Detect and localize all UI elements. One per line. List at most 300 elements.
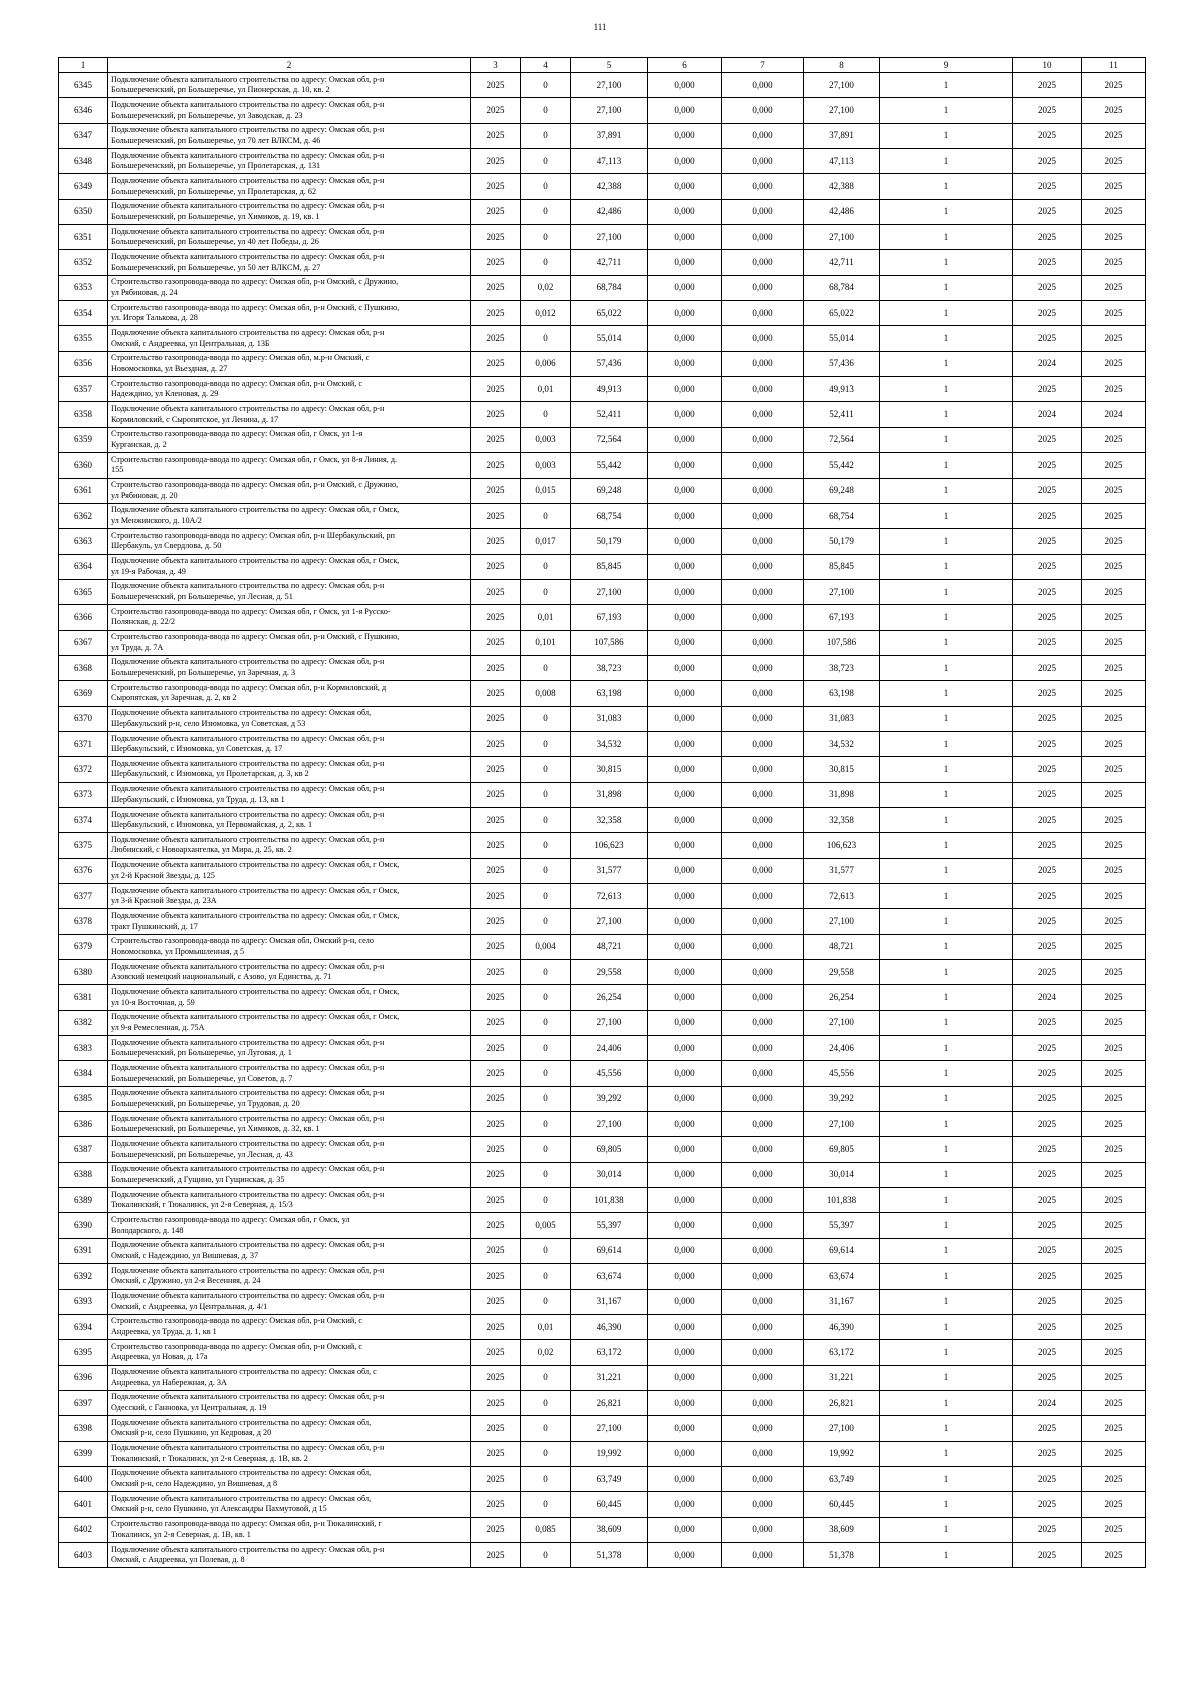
cell-col4: 0,02 xyxy=(521,275,571,300)
cell-col11: 2025 xyxy=(1082,782,1146,807)
cell-col11: 2025 xyxy=(1082,605,1146,630)
cell-col11: 2025 xyxy=(1082,529,1146,554)
cell-col7: 0,000 xyxy=(722,123,804,148)
cell-col3: 2025 xyxy=(471,1213,521,1238)
table-row xyxy=(59,326,1146,351)
cell-col5: 57,436 xyxy=(571,351,648,376)
row-number: 6385 xyxy=(59,1086,108,1111)
row-number: 6360 xyxy=(59,453,108,478)
column-header: 7 xyxy=(722,58,804,73)
cell-col4: 0 xyxy=(521,1137,571,1162)
row-number: 6396 xyxy=(59,1365,108,1390)
cell-col4: 0 xyxy=(521,199,571,224)
cell-col10: 2025 xyxy=(1013,731,1082,756)
cell-col3: 2025 xyxy=(471,73,521,98)
cell-col7: 0,000 xyxy=(722,301,804,326)
cell-col5: 37,891 xyxy=(571,123,648,148)
cell-col8: 42,711 xyxy=(804,250,880,275)
cell-col7: 0,000 xyxy=(722,402,804,427)
object-description: Подключение объекта капитального строительства по адресу: Омская обл, р-н Большереченский, рп Большеречье, ул Химиков, д. 19, кв. 1 xyxy=(108,199,471,224)
cell-col7: 0,000 xyxy=(722,833,804,858)
object-description: Подключение объекта капитального строительства по адресу: Омская обл, Омский р-н, село Надеждино, ул Вишневая, д 8 xyxy=(108,1466,471,1491)
column-header: 8 xyxy=(804,58,880,73)
cell-col7: 0,000 xyxy=(722,706,804,731)
cell-col5: 27,100 xyxy=(571,98,648,123)
object-description: Подключение объекта капитального строительства по адресу: Омская обл, р-н Большереченский, рп Большеречье, ул 70 лет ВЛКСМ, д. 46 xyxy=(108,123,471,148)
cell-col8: 19,992 xyxy=(804,1441,880,1466)
column-header: 4 xyxy=(521,58,571,73)
cell-col11: 2025 xyxy=(1082,1365,1146,1390)
cell-col11: 2024 xyxy=(1082,402,1146,427)
cell-col8: 68,784 xyxy=(804,275,880,300)
cell-col4: 0 xyxy=(521,402,571,427)
cell-col9: 1 xyxy=(880,807,1013,832)
cell-col11: 2025 xyxy=(1082,960,1146,985)
cell-col10: 2025 xyxy=(1013,1188,1082,1213)
cell-col11: 2025 xyxy=(1082,1492,1146,1517)
column-header: 9 xyxy=(880,58,1013,73)
cell-col11: 2025 xyxy=(1082,174,1146,199)
cell-col10: 2025 xyxy=(1013,326,1082,351)
cell-col11: 2025 xyxy=(1082,73,1146,98)
cell-col10: 2025 xyxy=(1013,1466,1082,1491)
cell-col10: 2025 xyxy=(1013,1289,1082,1314)
cell-col5: 46,390 xyxy=(571,1314,648,1339)
header-row xyxy=(59,58,1146,73)
cell-col7: 0,000 xyxy=(722,1264,804,1289)
table-row xyxy=(59,149,1146,174)
cell-col9: 1 xyxy=(880,453,1013,478)
cell-col10: 2025 xyxy=(1013,427,1082,452)
cell-col3: 2025 xyxy=(471,554,521,579)
table-row xyxy=(59,199,1146,224)
cell-col10: 2025 xyxy=(1013,1542,1082,1567)
cell-col3: 2025 xyxy=(471,427,521,452)
cell-col7: 0,000 xyxy=(722,1010,804,1035)
cell-col8: 52,411 xyxy=(804,402,880,427)
cell-col6: 0,000 xyxy=(648,1137,722,1162)
cell-col11: 2025 xyxy=(1082,275,1146,300)
table-row xyxy=(59,985,1146,1010)
cell-col10: 2025 xyxy=(1013,1213,1082,1238)
cell-col9: 1 xyxy=(880,605,1013,630)
object-description: Строительство газопровода-ввода по адресу: Омская обл, г Омск, ул 1-я Курганская, д. 2 xyxy=(108,427,471,452)
cell-col7: 0,000 xyxy=(722,1466,804,1491)
cell-col9: 1 xyxy=(880,706,1013,731)
cell-col8: 55,442 xyxy=(804,453,880,478)
table-row xyxy=(59,1416,1146,1441)
cell-col3: 2025 xyxy=(471,301,521,326)
cell-col6: 0,000 xyxy=(648,554,722,579)
cell-col9: 1 xyxy=(880,174,1013,199)
cell-col4: 0 xyxy=(521,909,571,934)
cell-col4: 0 xyxy=(521,1441,571,1466)
cell-col11: 2025 xyxy=(1082,1390,1146,1415)
row-number: 6401 xyxy=(59,1492,108,1517)
cell-col3: 2025 xyxy=(471,377,521,402)
cell-col6: 0,000 xyxy=(648,478,722,503)
cell-col7: 0,000 xyxy=(722,250,804,275)
cell-col10: 2025 xyxy=(1013,554,1082,579)
cell-col11: 2025 xyxy=(1082,351,1146,376)
cell-col8: 85,845 xyxy=(804,554,880,579)
cell-col3: 2025 xyxy=(471,326,521,351)
cell-col9: 1 xyxy=(880,630,1013,655)
cell-col3: 2025 xyxy=(471,706,521,731)
cell-col8: 101,838 xyxy=(804,1188,880,1213)
cell-col5: 85,845 xyxy=(571,554,648,579)
row-number: 6381 xyxy=(59,985,108,1010)
cell-col10: 2025 xyxy=(1013,1238,1082,1263)
cell-col8: 37,891 xyxy=(804,123,880,148)
object-description: Подключение объекта капитального строительства по адресу: Омская обл, р-н Любинский, с Новоархангелка, ул Мира, д. 25, кв. 2 xyxy=(108,833,471,858)
cell-col11: 2025 xyxy=(1082,934,1146,959)
cell-col9: 1 xyxy=(880,681,1013,706)
cell-col11: 2025 xyxy=(1082,453,1146,478)
cell-col6: 0,000 xyxy=(648,301,722,326)
cell-col8: 50,179 xyxy=(804,529,880,554)
cell-col4: 0,004 xyxy=(521,934,571,959)
object-description: Подключение объекта капитального строительства по адресу: Омская обл, р-н Большереченский, рп Большеречье, ул Луговая, д. 1 xyxy=(108,1036,471,1061)
object-description: Строительство газопровода-ввода по адресу: Омская обл, р-н Омский, с Дружино, ул Рябиновая, д. 24 xyxy=(108,275,471,300)
cell-col7: 0,000 xyxy=(722,579,804,604)
cell-col5: 63,198 xyxy=(571,681,648,706)
cell-col11: 2025 xyxy=(1082,1137,1146,1162)
table-row xyxy=(59,275,1146,300)
cell-col5: 63,674 xyxy=(571,1264,648,1289)
cell-col4: 0,02 xyxy=(521,1340,571,1365)
cell-col6: 0,000 xyxy=(648,1086,722,1111)
table-row xyxy=(59,1390,1146,1415)
cell-col3: 2025 xyxy=(471,1340,521,1365)
row-number: 6367 xyxy=(59,630,108,655)
cell-col9: 1 xyxy=(880,1314,1013,1339)
cell-col11: 2025 xyxy=(1082,1340,1146,1365)
cell-col11: 2025 xyxy=(1082,1264,1146,1289)
cell-col4: 0,003 xyxy=(521,427,571,452)
cell-col3: 2025 xyxy=(471,1061,521,1086)
cell-col11: 2025 xyxy=(1082,655,1146,680)
cell-col7: 0,000 xyxy=(722,731,804,756)
object-description: Подключение объекта капитального строительства по адресу: Омская обл, р-н Большереченский, рп Большеречье, ул Заводская, д. 23 xyxy=(108,98,471,123)
table-row xyxy=(59,909,1146,934)
row-number: 6374 xyxy=(59,807,108,832)
cell-col7: 0,000 xyxy=(722,529,804,554)
row-number: 6356 xyxy=(59,351,108,376)
cell-col6: 0,000 xyxy=(648,1010,722,1035)
object-description: Строительство газопровода-ввода по адресу: Омская обл, р-н Омский, с Дружино, ул Рябиновая, д. 20 xyxy=(108,478,471,503)
object-description: Подключение объекта капитального строительства по адресу: Омская обл, р-н Омский, с Дружино, ул 2-я Весенняя, д. 24 xyxy=(108,1264,471,1289)
cell-col7: 0,000 xyxy=(722,1289,804,1314)
cell-col10: 2025 xyxy=(1013,377,1082,402)
cell-col10: 2025 xyxy=(1013,807,1082,832)
table-row xyxy=(59,807,1146,832)
cell-col4: 0 xyxy=(521,174,571,199)
object-description: Подключение объекта капитального строительства по адресу: Омская обл, р-н Большереченский, рп Большеречье, ул 40 лет Победы, д. 26 xyxy=(108,225,471,250)
row-number: 6370 xyxy=(59,706,108,731)
table-row xyxy=(59,858,1146,883)
cell-col4: 0,005 xyxy=(521,1213,571,1238)
cell-col5: 19,992 xyxy=(571,1441,648,1466)
cell-col4: 0 xyxy=(521,1264,571,1289)
cell-col11: 2025 xyxy=(1082,1314,1146,1339)
row-number: 6388 xyxy=(59,1162,108,1187)
cell-col11: 2025 xyxy=(1082,1112,1146,1137)
cell-col11: 2025 xyxy=(1082,757,1146,782)
cell-col4: 0,012 xyxy=(521,301,571,326)
object-description: Подключение объекта капитального строительства по адресу: Омская обл, р-н Тюкалинский, г Тюкалинск, ул 2-я Северная, д. 1В, кв. 2 xyxy=(108,1441,471,1466)
cell-col7: 0,000 xyxy=(722,377,804,402)
cell-col9: 1 xyxy=(880,1390,1013,1415)
cell-col4: 0,01 xyxy=(521,377,571,402)
column-header: 3 xyxy=(471,58,521,73)
table-row xyxy=(59,960,1146,985)
cell-col11: 2025 xyxy=(1082,1086,1146,1111)
row-number: 6357 xyxy=(59,377,108,402)
cell-col8: 57,436 xyxy=(804,351,880,376)
cell-col8: 31,221 xyxy=(804,1365,880,1390)
table-row xyxy=(59,655,1146,680)
table-row xyxy=(59,1517,1146,1542)
cell-col8: 30,815 xyxy=(804,757,880,782)
cell-col5: 34,532 xyxy=(571,731,648,756)
cell-col8: 42,388 xyxy=(804,174,880,199)
cell-col8: 55,397 xyxy=(804,1213,880,1238)
cell-col5: 30,815 xyxy=(571,757,648,782)
cell-col11: 2025 xyxy=(1082,1441,1146,1466)
cell-col6: 0,000 xyxy=(648,757,722,782)
cell-col9: 1 xyxy=(880,1289,1013,1314)
table-row xyxy=(59,1365,1146,1390)
table-row xyxy=(59,1492,1146,1517)
cell-col9: 1 xyxy=(880,934,1013,959)
cell-col7: 0,000 xyxy=(722,1137,804,1162)
column-header: 5 xyxy=(571,58,648,73)
table-row xyxy=(59,833,1146,858)
cell-col8: 38,723 xyxy=(804,655,880,680)
cell-col9: 1 xyxy=(880,478,1013,503)
cell-col4: 0 xyxy=(521,731,571,756)
cell-col6: 0,000 xyxy=(648,1238,722,1263)
object-description: Подключение объекта капитального строительства по адресу: Омская обл, р-н Большереченский, рп Большеречье, ул Пионерская, д. 10, кв. 2 xyxy=(108,73,471,98)
cell-col3: 2025 xyxy=(471,98,521,123)
cell-col4: 0 xyxy=(521,1061,571,1086)
table-row xyxy=(59,478,1146,503)
cell-col7: 0,000 xyxy=(722,960,804,985)
cell-col7: 0,000 xyxy=(722,1365,804,1390)
row-number: 6358 xyxy=(59,402,108,427)
object-description: Подключение объекта капитального строительства по адресу: Омская обл, р-н Тюкалинский, г Тюкалинск, ул 2-я Северная, д. 15/3 xyxy=(108,1188,471,1213)
table-row xyxy=(59,1137,1146,1162)
cell-col4: 0,01 xyxy=(521,605,571,630)
row-number: 6350 xyxy=(59,199,108,224)
object-description: Подключение объекта капитального строительства по адресу: Омская обл, р-н Большереченский, рп Большеречье, ул Лесная, д. 51 xyxy=(108,579,471,604)
cell-col9: 1 xyxy=(880,1238,1013,1263)
cell-col5: 101,838 xyxy=(571,1188,648,1213)
cell-col4: 0 xyxy=(521,123,571,148)
cell-col4: 0 xyxy=(521,1542,571,1567)
cell-col6: 0,000 xyxy=(648,98,722,123)
object-description: Подключение объекта капитального строительства по адресу: Омская обл, р-н Омский, с Надеждино, ул Вишневая, д. 37 xyxy=(108,1238,471,1263)
cell-col5: 69,248 xyxy=(571,478,648,503)
cell-col7: 0,000 xyxy=(722,1416,804,1441)
object-description: Подключение объекта капитального строительства по адресу: Омская обл, г Омск, тракт Пушкинский, д. 17 xyxy=(108,909,471,934)
cell-col4: 0,003 xyxy=(521,453,571,478)
object-description: Строительство газопровода-ввода по адресу: Омская обл, р-н Кормиловский, д Сыропятская, ул Заречная, д. 2, кв 2 xyxy=(108,681,471,706)
cell-col10: 2025 xyxy=(1013,1061,1082,1086)
cell-col7: 0,000 xyxy=(722,351,804,376)
cell-col8: 63,198 xyxy=(804,681,880,706)
cell-col3: 2025 xyxy=(471,985,521,1010)
cell-col5: 27,100 xyxy=(571,1010,648,1035)
object-description: Подключение объекта капитального строительства по адресу: Омская обл, г Омск, ул 9-я Ремесленная, д. 75А xyxy=(108,1010,471,1035)
cell-col7: 0,000 xyxy=(722,98,804,123)
cell-col10: 2025 xyxy=(1013,1112,1082,1137)
cell-col9: 1 xyxy=(880,858,1013,883)
cell-col7: 0,000 xyxy=(722,326,804,351)
cell-col10: 2025 xyxy=(1013,98,1082,123)
table-row xyxy=(59,377,1146,402)
cell-col3: 2025 xyxy=(471,1542,521,1567)
cell-col5: 45,556 xyxy=(571,1061,648,1086)
cell-col6: 0,000 xyxy=(648,1314,722,1339)
cell-col4: 0 xyxy=(521,1466,571,1491)
object-description: Подключение объекта капитального строительства по адресу: Омская обл, р-н Большереченский, д Гущино, ул Гущинская, д. 35 xyxy=(108,1162,471,1187)
cell-col11: 2025 xyxy=(1082,503,1146,528)
table-row xyxy=(59,174,1146,199)
row-number: 6376 xyxy=(59,858,108,883)
cell-col11: 2025 xyxy=(1082,326,1146,351)
cell-col4: 0 xyxy=(521,655,571,680)
table-row xyxy=(59,1238,1146,1263)
cell-col5: 26,254 xyxy=(571,985,648,1010)
cell-col10: 2025 xyxy=(1013,529,1082,554)
object-description: Строительство газопровода-ввода по адресу: Омская обл, г Омск, ул 8-я Линия, д. 155 xyxy=(108,453,471,478)
cell-col5: 67,193 xyxy=(571,605,648,630)
cell-col10: 2025 xyxy=(1013,174,1082,199)
row-number: 6347 xyxy=(59,123,108,148)
table-row xyxy=(59,1289,1146,1314)
cell-col9: 1 xyxy=(880,909,1013,934)
cell-col4: 0 xyxy=(521,98,571,123)
cell-col9: 1 xyxy=(880,377,1013,402)
table-row xyxy=(59,503,1146,528)
cell-col4: 0,101 xyxy=(521,630,571,655)
cell-col3: 2025 xyxy=(471,1441,521,1466)
cell-col7: 0,000 xyxy=(722,554,804,579)
object-description: Подключение объекта капитального строительства по адресу: Омская обл, г Омск, ул 2-й Красной Звезды, д. 125 xyxy=(108,858,471,883)
cell-col4: 0 xyxy=(521,1188,571,1213)
cell-col4: 0 xyxy=(521,833,571,858)
cell-col8: 30,014 xyxy=(804,1162,880,1187)
cell-col8: 49,913 xyxy=(804,377,880,402)
table-row xyxy=(59,1162,1146,1187)
cell-col3: 2025 xyxy=(471,1466,521,1491)
object-description: Подключение объекта капитального строительства по адресу: Омская обл, р-н Большереченский, рп Большеречье, ул Пролетарская, д. 131 xyxy=(108,149,471,174)
cell-col10: 2024 xyxy=(1013,351,1082,376)
cell-col11: 2025 xyxy=(1082,681,1146,706)
cell-col5: 72,613 xyxy=(571,884,648,909)
cell-col6: 0,000 xyxy=(648,1492,722,1517)
cell-col3: 2025 xyxy=(471,579,521,604)
cell-col5: 27,100 xyxy=(571,1416,648,1441)
row-number: 6361 xyxy=(59,478,108,503)
cell-col4: 0 xyxy=(521,858,571,883)
cell-col6: 0,000 xyxy=(648,681,722,706)
cell-col9: 1 xyxy=(880,529,1013,554)
cell-col6: 0,000 xyxy=(648,630,722,655)
row-number: 6353 xyxy=(59,275,108,300)
object-description: Подключение объекта капитального строительства по адресу: Омская обл, р-н Азовский немецкий национальный, с Азово, ул Единства, д. 71 xyxy=(108,960,471,985)
cell-col6: 0,000 xyxy=(648,529,722,554)
cell-col9: 1 xyxy=(880,1086,1013,1111)
cell-col7: 0,000 xyxy=(722,478,804,503)
table-row xyxy=(59,1213,1146,1238)
cell-col7: 0,000 xyxy=(722,453,804,478)
cell-col11: 2025 xyxy=(1082,1036,1146,1061)
row-number: 6399 xyxy=(59,1441,108,1466)
cell-col5: 60,445 xyxy=(571,1492,648,1517)
cell-col9: 1 xyxy=(880,757,1013,782)
cell-col4: 0 xyxy=(521,1086,571,1111)
table-row xyxy=(59,402,1146,427)
cell-col10: 2024 xyxy=(1013,1390,1082,1415)
cell-col9: 1 xyxy=(880,149,1013,174)
column-header: 2 xyxy=(108,58,471,73)
cell-col9: 1 xyxy=(880,503,1013,528)
cell-col9: 1 xyxy=(880,1188,1013,1213)
cell-col3: 2025 xyxy=(471,1036,521,1061)
cell-col10: 2024 xyxy=(1013,402,1082,427)
cell-col5: 42,486 xyxy=(571,199,648,224)
cell-col5: 63,172 xyxy=(571,1340,648,1365)
cell-col8: 27,100 xyxy=(804,1112,880,1137)
cell-col8: 31,577 xyxy=(804,858,880,883)
cell-col5: 50,179 xyxy=(571,529,648,554)
cell-col3: 2025 xyxy=(471,1086,521,1111)
cell-col6: 0,000 xyxy=(648,1517,722,1542)
cell-col9: 1 xyxy=(880,402,1013,427)
row-number: 6346 xyxy=(59,98,108,123)
cell-col7: 0,000 xyxy=(722,884,804,909)
cell-col4: 0 xyxy=(521,807,571,832)
cell-col4: 0 xyxy=(521,1112,571,1137)
object-description: Подключение объекта капитального строительства по адресу: Омская обл, р-н Шербакульский, с Изюмовка, ул Первомайская, д. 2, кв. 1 xyxy=(108,807,471,832)
cell-col3: 2025 xyxy=(471,250,521,275)
cell-col3: 2025 xyxy=(471,934,521,959)
object-description: Подключение объекта капитального строительства по адресу: Омская обл, с Андреевка, ул Набережная, д. 3А xyxy=(108,1365,471,1390)
cell-col6: 0,000 xyxy=(648,123,722,148)
cell-col4: 0,017 xyxy=(521,529,571,554)
cell-col3: 2025 xyxy=(471,503,521,528)
cell-col7: 0,000 xyxy=(722,630,804,655)
table-row xyxy=(59,681,1146,706)
cell-col8: 34,532 xyxy=(804,731,880,756)
cell-col6: 0,000 xyxy=(648,605,722,630)
cell-col3: 2025 xyxy=(471,605,521,630)
cell-col11: 2025 xyxy=(1082,301,1146,326)
cell-col7: 0,000 xyxy=(722,427,804,452)
cell-col5: 72,564 xyxy=(571,427,648,452)
cell-col9: 1 xyxy=(880,579,1013,604)
table-row xyxy=(59,1112,1146,1137)
table-row xyxy=(59,98,1146,123)
cell-col9: 1 xyxy=(880,554,1013,579)
row-number: 6389 xyxy=(59,1188,108,1213)
cell-col9: 1 xyxy=(880,985,1013,1010)
cell-col10: 2025 xyxy=(1013,579,1082,604)
cell-col5: 65,022 xyxy=(571,301,648,326)
